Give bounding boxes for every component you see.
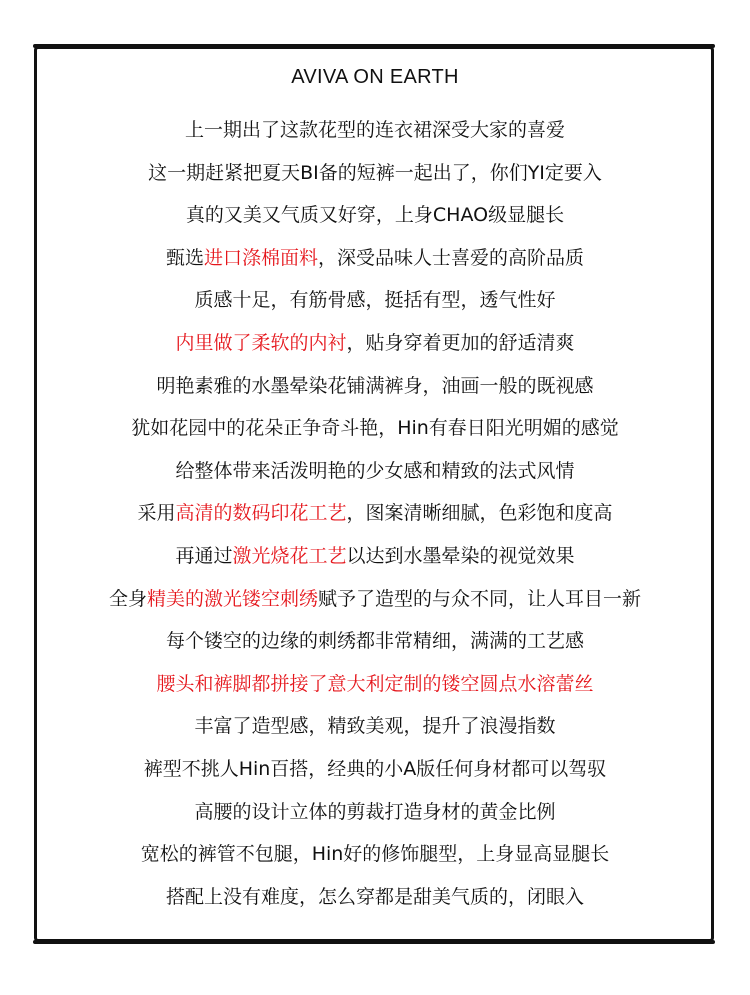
text-line bbox=[0, 883, 750, 926]
line-segment: 采用 bbox=[137, 502, 176, 525]
line-segment: 犹如花园中的花朵正争奇斗艳，Hin有春日阳光明媚的感觉 bbox=[131, 417, 619, 440]
line-segment: 给整体带来活泼明艳的少女感和精致的法式风情 bbox=[175, 459, 575, 482]
text-line bbox=[0, 499, 750, 542]
text-line bbox=[0, 414, 750, 457]
highlight-segment: 激光烧花工艺 bbox=[232, 544, 347, 567]
text-line bbox=[0, 201, 750, 244]
line-segment: 真的又美又气质又好穿，上身CHAO级显腿长 bbox=[185, 204, 565, 227]
text-line bbox=[0, 244, 750, 287]
line-segment: 每个镂空的边缘的刺绣都非常精细，满满的工艺感 bbox=[165, 630, 584, 653]
text-line bbox=[0, 670, 750, 713]
line-segment: 上一期出了这款花型的连衣裙深受大家的喜爱 bbox=[184, 119, 565, 141]
line-segment: 质感十足，有筋骨感，挺括有型，透气性好 bbox=[194, 289, 556, 312]
line-segment: 甄选 bbox=[165, 246, 204, 269]
line-segment: 明艳素雅的水墨晕染花铺满裤身，油画一般的既视感 bbox=[156, 374, 594, 397]
text-line bbox=[0, 712, 750, 755]
line-segment: ，贴身穿着更加的舒适清爽 bbox=[346, 331, 575, 354]
text-line bbox=[0, 286, 750, 329]
text-line bbox=[0, 159, 750, 202]
text-line bbox=[0, 798, 750, 841]
text-line bbox=[0, 627, 750, 670]
line-segment: ，深受品味人士喜爱的高阶品质 bbox=[318, 246, 585, 269]
text-line bbox=[0, 840, 750, 883]
line-segment: ，图案清晰细腻，色彩饱和度高 bbox=[346, 502, 613, 525]
highlight-segment: 精美的激光镂空刺绣 bbox=[146, 587, 318, 610]
line-segment: 宽松的裤管不包腿，Hin好的修饰腿型，上身显高显腿长 bbox=[140, 843, 610, 866]
line-segment: 搭配上没有难度，怎么穿都是甜美气质的，闭眼入 bbox=[165, 885, 584, 908]
text-line bbox=[0, 755, 750, 798]
line-segment: 丰富了造型感，精致美观，提升了浪漫指数 bbox=[194, 715, 556, 738]
highlight-segment: 腰头和裤脚都拼接了意大利定制的镂空圆点水溶蕾丝 bbox=[156, 672, 594, 695]
line-segment: 以达到水墨晕染的视觉效果 bbox=[346, 544, 575, 567]
description-lines bbox=[0, 116, 750, 925]
text-line bbox=[0, 329, 750, 372]
line-segment: 这一期赶紧把夏天BI备的短裤一起出了，你们YI定要入 bbox=[148, 161, 602, 184]
highlight-segment: 高清的数码印花工艺 bbox=[175, 502, 347, 525]
text-line bbox=[0, 542, 750, 585]
page-title: AVIVA ON EARTH bbox=[291, 66, 459, 88]
highlight-segment: 内里做了柔软的内衬 bbox=[175, 331, 347, 354]
text-line bbox=[0, 457, 750, 500]
text-line bbox=[0, 116, 750, 159]
line-segment: 再通过 bbox=[175, 544, 233, 567]
highlight-segment: 进口涤棉面料 bbox=[203, 246, 318, 269]
line-segment: 高腰的设计立体的剪裁打造身材的黄金比例 bbox=[194, 800, 556, 823]
line-segment: 赋予了造型的与众不同，让人耳目一新 bbox=[318, 587, 642, 610]
line-segment: 全身 bbox=[108, 587, 147, 610]
line-segment: 裤型不挑人Hin百搭，经典的小A版任何身材都可以驾驭 bbox=[143, 757, 607, 780]
text-line bbox=[0, 372, 750, 415]
text-line bbox=[0, 585, 750, 628]
